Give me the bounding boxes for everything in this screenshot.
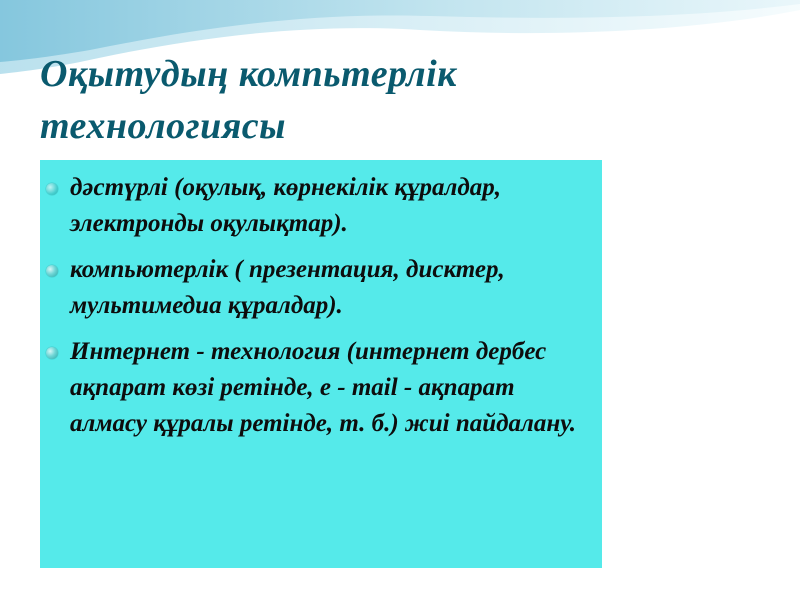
bullet-item [40, 170, 602, 242]
slide-title-line: Оқытудың компьтерлік [40, 53, 457, 95]
bullet-text: компьютерлік ( презентация, дисктер, мультимедиа құралдар). [70, 256, 505, 319]
bullet-item [40, 334, 602, 442]
bullet-text: дәстүрлі (оқулық, көрнекілік құралдар, электронды оқулықтар). [70, 174, 501, 237]
slide-title [40, 48, 740, 152]
bullet-text: Интернет - технология (интернет дербес ақпарат көзі ретінде, e - mail - ақпарат алмасу құралы ретінде, т. б.) жиі пайдалану. [70, 338, 577, 437]
bullet-dot-icon [46, 265, 58, 277]
slide-title-line: технологиясы [40, 105, 287, 147]
bullet-item [40, 252, 602, 324]
bullet-dot-icon [46, 347, 58, 359]
bullet-dot-icon [46, 183, 58, 195]
content-box [40, 160, 602, 568]
bullet-list [40, 170, 602, 452]
